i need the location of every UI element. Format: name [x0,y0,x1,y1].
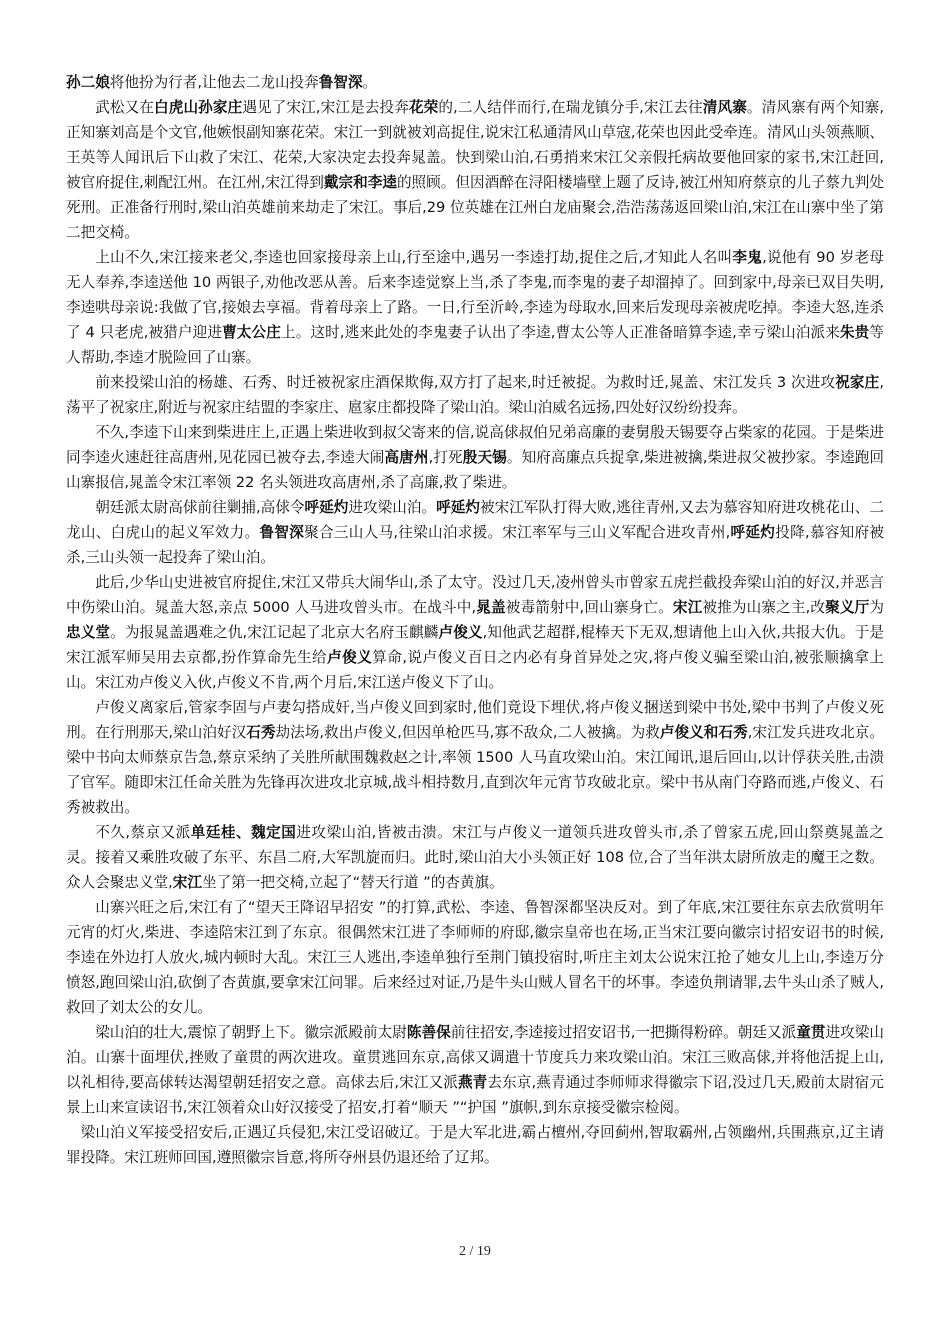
text-run: 卢俊义离家后,管家李固与卢妻勾搭成奸,当卢俊义回到家时,他们竟设下埋伏,将卢俊义捆送到梁中书处,梁中书判了卢俊义死刑。在行刑那天,梁山泊好汉 [66,699,884,741]
text-run: 被毒箭射中,回山寨身亡。 [505,599,673,616]
paragraph [66,95,884,245]
paragraph [66,420,884,495]
bold-term: 清风寨 [702,99,747,116]
bold-term: 晁盖 [476,599,506,616]
bold-term: 孙二娘 [66,74,110,91]
text-run: 进攻梁山泊,皆被击溃。宋江与卢俊义一道领兵进攻曾头市,杀了曾家五虎,回山祭奠晁盖之灵。接着又乘胜攻破了东平、东昌二府,大军凯旋而归。此时,梁山泊大小头领正好 108 位,合了当年洪太尉所放走的魔王之数。众人会聚忠义堂, [66,824,885,891]
bold-term: 花荣 [408,99,439,116]
text-run: 上。这时,逃来此处的李鬼妻子认出了李逵,曹太公等人正准备暗算李逵,幸亏梁山泊派来 [280,324,840,341]
bold-term: 燕青 [457,1074,488,1091]
bold-term: 单廷桂、魏定国 [190,824,297,841]
paragraph [66,1020,884,1120]
bold-term: 石秀 [246,724,276,741]
text-run: 武松又在 [95,99,155,116]
bold-term: 宋江 [672,599,703,616]
bold-term: 呼延灼 [304,499,349,516]
text-run: 被推为山寨之主,改 [702,599,826,616]
text-run: 劫法场,救出卢俊义,但因单枪匹马,寡不敌众,二人被擒。为救 [275,724,660,741]
text-run: 梁山泊的壮大,震惊了朝野上下。徽宗派殿前太尉 [95,1024,407,1041]
page-number: 2 / 19 [459,1244,491,1259]
bold-term: 朱贵 [839,324,870,341]
paragraph [66,695,884,820]
text-run: 上山不久,宋江接来老父,李逵也回家接母亲上山,行至途中,遇另一李逵打劫,捉住之后,才知此人名叫 [95,249,733,266]
bold-term: 童贯 [796,1024,826,1041]
text-run: 朝廷派太尉高俅前往剿捕,高俅令 [95,499,305,516]
text-run: ,荡平了祝家庄,附近与祝家庄结盟的李家庄、扈家庄都投降了梁山泊。梁山泊威名远扬,四处好汉纷纷投奔。 [66,374,884,416]
text-run: 的照顾。但因酒醉在浔阳楼墙壁上题了反诗,被江州知府蔡京的儿子蔡九判处死刑。正准备行刑时,梁山泊英雄前来劫走了宋江。事后,29 位英雄在江州白龙庙聚会,浩浩荡荡返回梁山泊,宋江在山寨中坐了第二把交椅。 [66,174,884,241]
text-run: ,知他武艺超群,棍棒天下无双,想请他上山入伙,共报大仇。于是宋江派军师吴用去京都,扮作算命先生给 [66,624,884,666]
bold-term: 殷天锡 [462,449,507,466]
text-run: 不久,李逵下山来到柴进庄上,正遇上柴进收到叔父寄来的信,说高俅叔伯兄弟高廉的妻舅殷天锡要夺占柴家的花园。于是柴进同李逵火速赶往高唐州,见花园已被夺去,李逵大闹 [66,424,884,466]
bold-term: 宋江 [172,874,202,891]
bold-term: 卢俊义和石秀 [659,724,748,741]
bold-term: 呼延灼 [730,524,776,541]
text-run: 算命,说卢俊义百日之内必有身首异处之灾,将卢俊义骗至梁山泊,被张顺擒拿上山。宋江劝卢俊义入伙,卢俊义不肯,两个月后,宋江送卢俊义下了山。 [66,649,884,691]
text-run: 去东京,燕青通过李师师求得徽宗下诏,没过几天,殿前太尉宿元景上山来宣读诏书,宋江领着众山好汉接受了招安,打着“顺天 ”“护国 ”旗帜,到东京接受徽宗检阅。 [66,1074,884,1116]
bold-term: 聚义厅 [825,599,870,616]
text-run: 投降,慕容知府被杀,三山头领一起投奔了梁山泊。 [66,524,884,566]
text-run: 前往招安,李逵接过招安诏书,一把撕得粉碎。朝廷又派 [450,1024,797,1041]
paragraph [66,1120,884,1170]
text-run: 。为报晁盖遇难之仇,宋江记起了北京大名府玉麒麟 [110,624,439,641]
text-run: 。知府高廉点兵捉拿,柴进被擒,柴进叔父被抄家。李逵跑回山寨报信,晁盖令宋江率领 22 名头领进攻高唐州,杀了高廉,救了柴进。 [66,449,885,491]
paragraph [66,895,884,1020]
bold-term: 高唐州 [384,449,429,466]
bold-term: 卢俊义 [327,649,373,666]
bold-term: 卢俊义 [438,624,483,641]
text-run: 为 [869,599,884,616]
text-run: 聚合三山人马,往梁山泊求援。宋江率军与三山义军配合进攻青州, [304,524,731,541]
bold-term: 曹太公庄 [222,324,281,341]
paragraph [66,70,884,95]
text-run: 的,二人结伴而行,在瑞龙镇分手,宋江去往 [438,99,703,116]
text-run: 山寨兴旺之后,宋江有了“望天王降诏早招安 ”的打算,武松、李逵、鲁智深都坚决反对。到了年底,宋江要往东京去欣赏明年元宵的灯火,柴进、李逵陪宋江到了东京。很偶然宋江进了李师师的府邸,徽宗皇帝也在场,正当宋江要向徽宗讨招安诏书的时候,李逵在外边打人放火,城内顿时大乱。宋江三人逃出,李逵单独行至荆门镇投宿时,听庄主刘太公说宋江抢了她女儿上山,李逵万分愤怒,跑回梁山泊,砍倒了杏黄旗,要拿宋江问罪。后来经过对证,乃是牛头山贼人冒名干的坏事。李逵负荆请罪,去牛头山杀了贼人,救回了刘太公的女儿。 [66,899,884,1016]
text-run: 将他扮为行者,让他去二龙山投奔 [109,74,319,91]
text-run: ,说他有 90 岁老母无人奉养,李逵送他 10 两银子,劝他改恶从善。后来李逵觉察上当,杀了李鬼,而李鬼的妻子却溜掉了。回到家中,母亲已双目失明,李逵哄母亲说:我做了官,接娘去享福。背着母亲上了路。一日,行至沂岭,李逵为母取水,回来后发现母亲被虎吃掉。李逵大怒,连杀了 4 只老虎,被猎户迎进 [66,249,884,341]
paragraph [66,370,884,420]
text-run: 此后,少华山史进被官府捉住,宋江又带兵大闹华山,杀了太守。没过几天,凌州曾头市曾家五虎拦截投奔梁山泊的好汉,并恶言中伤梁山泊。晁盖大怒,亲点 5000 人马进攻曾头市。在战斗中, [66,574,884,616]
text-run: 进攻梁山泊。 [348,499,437,516]
text-run: 进攻梁山泊。山寨十面埋伏,挫败了童贯的两次进攻。童贯逃回东京,高俅又调遣十节度兵力来攻梁山泊。宋江三败高俅,并将他活捉上山,以礼相待,要高俅转达渴望朝廷招安之意。高俅去后,宋江又派 [66,1024,884,1091]
bold-term: 戴宗和李逵 [323,174,397,191]
bold-term: 鲁智深 [318,74,363,91]
bold-term: 陈善保 [406,1024,451,1041]
bold-term: 李鬼 [732,249,763,266]
text-run: 等人帮助,李逵才脱险回了山寨。 [66,324,884,366]
text-run: 。清风寨有两个知寨,正知寨刘高是个文官,他嫉恨副知寨花荣。宋江一到就被刘高捉住,说宋江私通清风山草寇,花荣也因此受牵连。清风山头领燕顺、王英等人闻讯后下山救了宋江、花荣,大家决定去投奔晁盖。快到梁山泊,石勇捎来宋江父亲假托病故要他回家的家书,宋江赶回,被官府捉住,刺配江州。在江州,宋江得到 [66,99,884,191]
paragraph [66,570,884,695]
bold-term: 白虎山孙家庄 [154,99,243,116]
bold-term: 呼延灼 [436,499,480,516]
text-run: 不久,蔡京又派 [95,824,191,841]
text-run: 梁山泊义军接受招安后,正遇辽兵侵犯,宋江受诏破辽。于是大军北进,霸占檀州,夺回蓟州,智取霸州,占领幽州,兵围燕京,辽主请罪投降。宋江班师回国,遵照徽宗旨意,将所夺州县仍退还给了辽邦。 [66,1124,884,1166]
text-run: ,宋江发兵进攻北京。梁中书向太师蔡京告急,蔡京采纳了关胜所献围魏救赵之计,率领 1500 人马直攻梁山泊。宋江闻讯,退后回山,以计俘获关胜,击溃了官军。随即宋江任命关胜为先锋再次进攻北京城,战斗相持数月,直到次年元宵节攻破北京。梁中书从南门夺路而逃,卢俊义、石秀被救出。 [66,724,885,816]
text-run: 坐了第一把交椅,立起了“替天行道 ”的杏黄旗。 [202,874,504,891]
bold-term: 忠义堂 [66,624,111,641]
text-run: 。 [362,74,378,91]
text-run: 前来投梁山泊的杨雄、石秀、时迁被祝家庄酒保欺侮,双方打了起来,时迁被捉。为救时迁,晁盖、宋江发兵 3 次进攻 [95,374,836,391]
bold-term: 祝家庄 [835,374,880,391]
paragraph [66,820,884,895]
document-body [66,70,884,1170]
paragraph [66,245,884,370]
text-run: 遇见了宋江,宋江是去投奔 [242,99,409,116]
text-run: ,打死 [428,449,463,466]
paragraph [66,495,884,570]
bold-term: 鲁智深 [259,524,305,541]
text-run: 被宋江军队打得大败,逃往青州,又去为慕容知府进攻桃花山、二龙山、白虎山的起义军效力。 [66,499,884,541]
